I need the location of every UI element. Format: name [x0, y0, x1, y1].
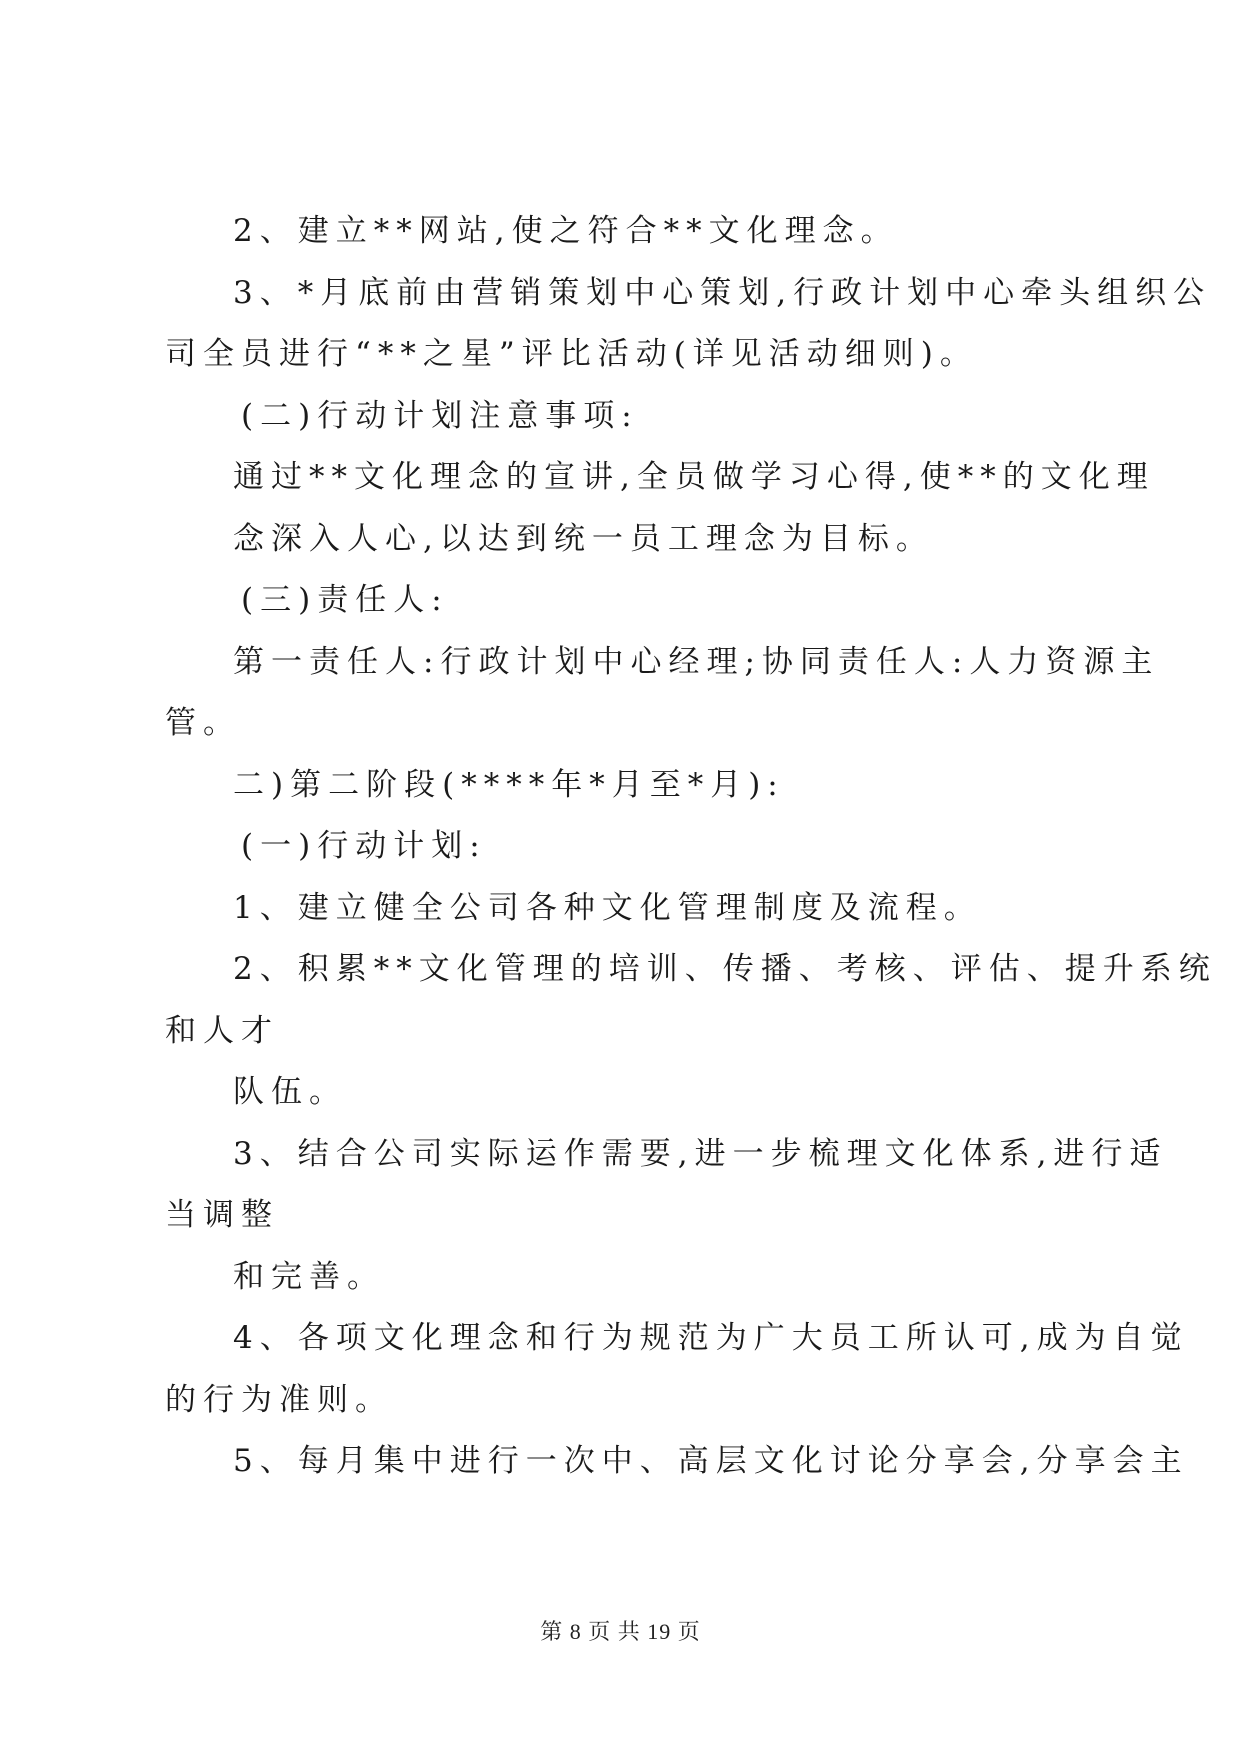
text-line-10: 二)第二阶段(****年*月至*月):: [233, 767, 785, 803]
page-footer: 第 8 页 共 19 页: [540, 1619, 701, 1644]
text-line-5: 通过**文化理念的宣讲,全员做学习心得,使**的文化理: [233, 459, 1155, 495]
text-line-13: 2、积累**文化管理的培训、传播、考核、评估、提升系统: [233, 951, 1217, 987]
text-line-20: 的行为准则。: [165, 1382, 393, 1418]
text-line-3: 司全员进行“**之星”评比活动(详见活动细则)。: [165, 336, 978, 372]
text-line-1: 2、建立**网站,使之符合**文化理念。: [233, 213, 899, 249]
text-line-8: 第一责任人:行政计划中心经理;协同责任人:人力资源主: [233, 644, 1160, 680]
text-line-12: 1、建立健全公司各种文化管理制度及流程。: [233, 890, 982, 926]
text-line-6: 念深入人心,以达到统一员工理念为目标。: [233, 521, 934, 557]
text-line-14: 和人才: [165, 1013, 279, 1049]
text-line-11: (一)行动计划:: [241, 828, 487, 864]
text-line-18: 和完善。: [233, 1259, 385, 1295]
text-line-2: 3、*月底前由营销策划中心策划,行政计划中心牵头组织公: [233, 275, 1212, 311]
text-line-9: 管。: [165, 705, 241, 741]
text-line-17: 当调整: [165, 1197, 279, 1233]
text-line-7: (三)责任人:: [241, 582, 449, 618]
text-line-15: 队伍。: [233, 1074, 347, 1110]
text-line-16: 3、结合公司实际运作需要,进一步梳理文化体系,进行适: [233, 1136, 1168, 1172]
text-line-4: (二)行动计划注意事项:: [241, 398, 639, 434]
text-line-19: 4、各项文化理念和行为规范为广大员工所认可,成为自觉: [233, 1320, 1189, 1356]
text-line-21: 5、每月集中进行一次中、高层文化讨论分享会,分享会主: [233, 1443, 1189, 1479]
